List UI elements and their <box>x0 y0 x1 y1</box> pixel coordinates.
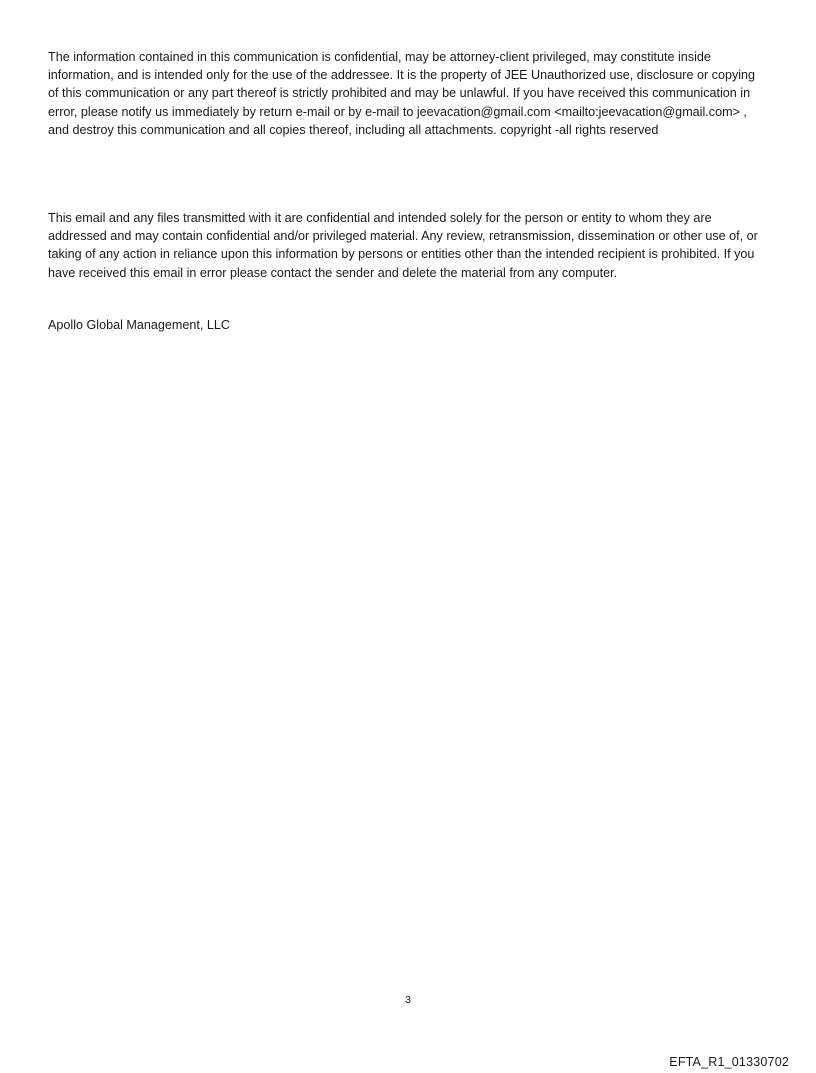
email-disclaimer: This email and any files transmitted with it are confidential and intended solely for the person or entity to whom they are addressed and may contain confidential and/or privileged material. Any review, retransmission, dissemination or other use of, or taking of any action in reliance upon this information by persons or entities other than the intended recipient is prohibited. If you have received this email in error please contact the sender and delete the material from any computer. <box>48 211 758 280</box>
document-id: EFTA_R1_01330702 <box>669 1055 789 1069</box>
confidentiality-notice: The information contained in this communication is confidential, may be attorney-client privileged, may constitute inside information, and is intended only for the use of the addressee. It is the property of JEE Unauthorized use, disclosure or copying of this communication or any part thereof is strictly prohibited and may be unlawful. If you have received this communication in error, please notify us immediately by return e-mail or by e-mail to jeevacation@gmail.com <mailto:jeevacation@gmail.com> , and destroy this communication and all copies thereof, including all attachments. copyright -all rights reserved <box>48 50 756 137</box>
company-name: Apollo Global Management, LLC <box>48 318 231 332</box>
page-number: 3 <box>405 994 411 1006</box>
